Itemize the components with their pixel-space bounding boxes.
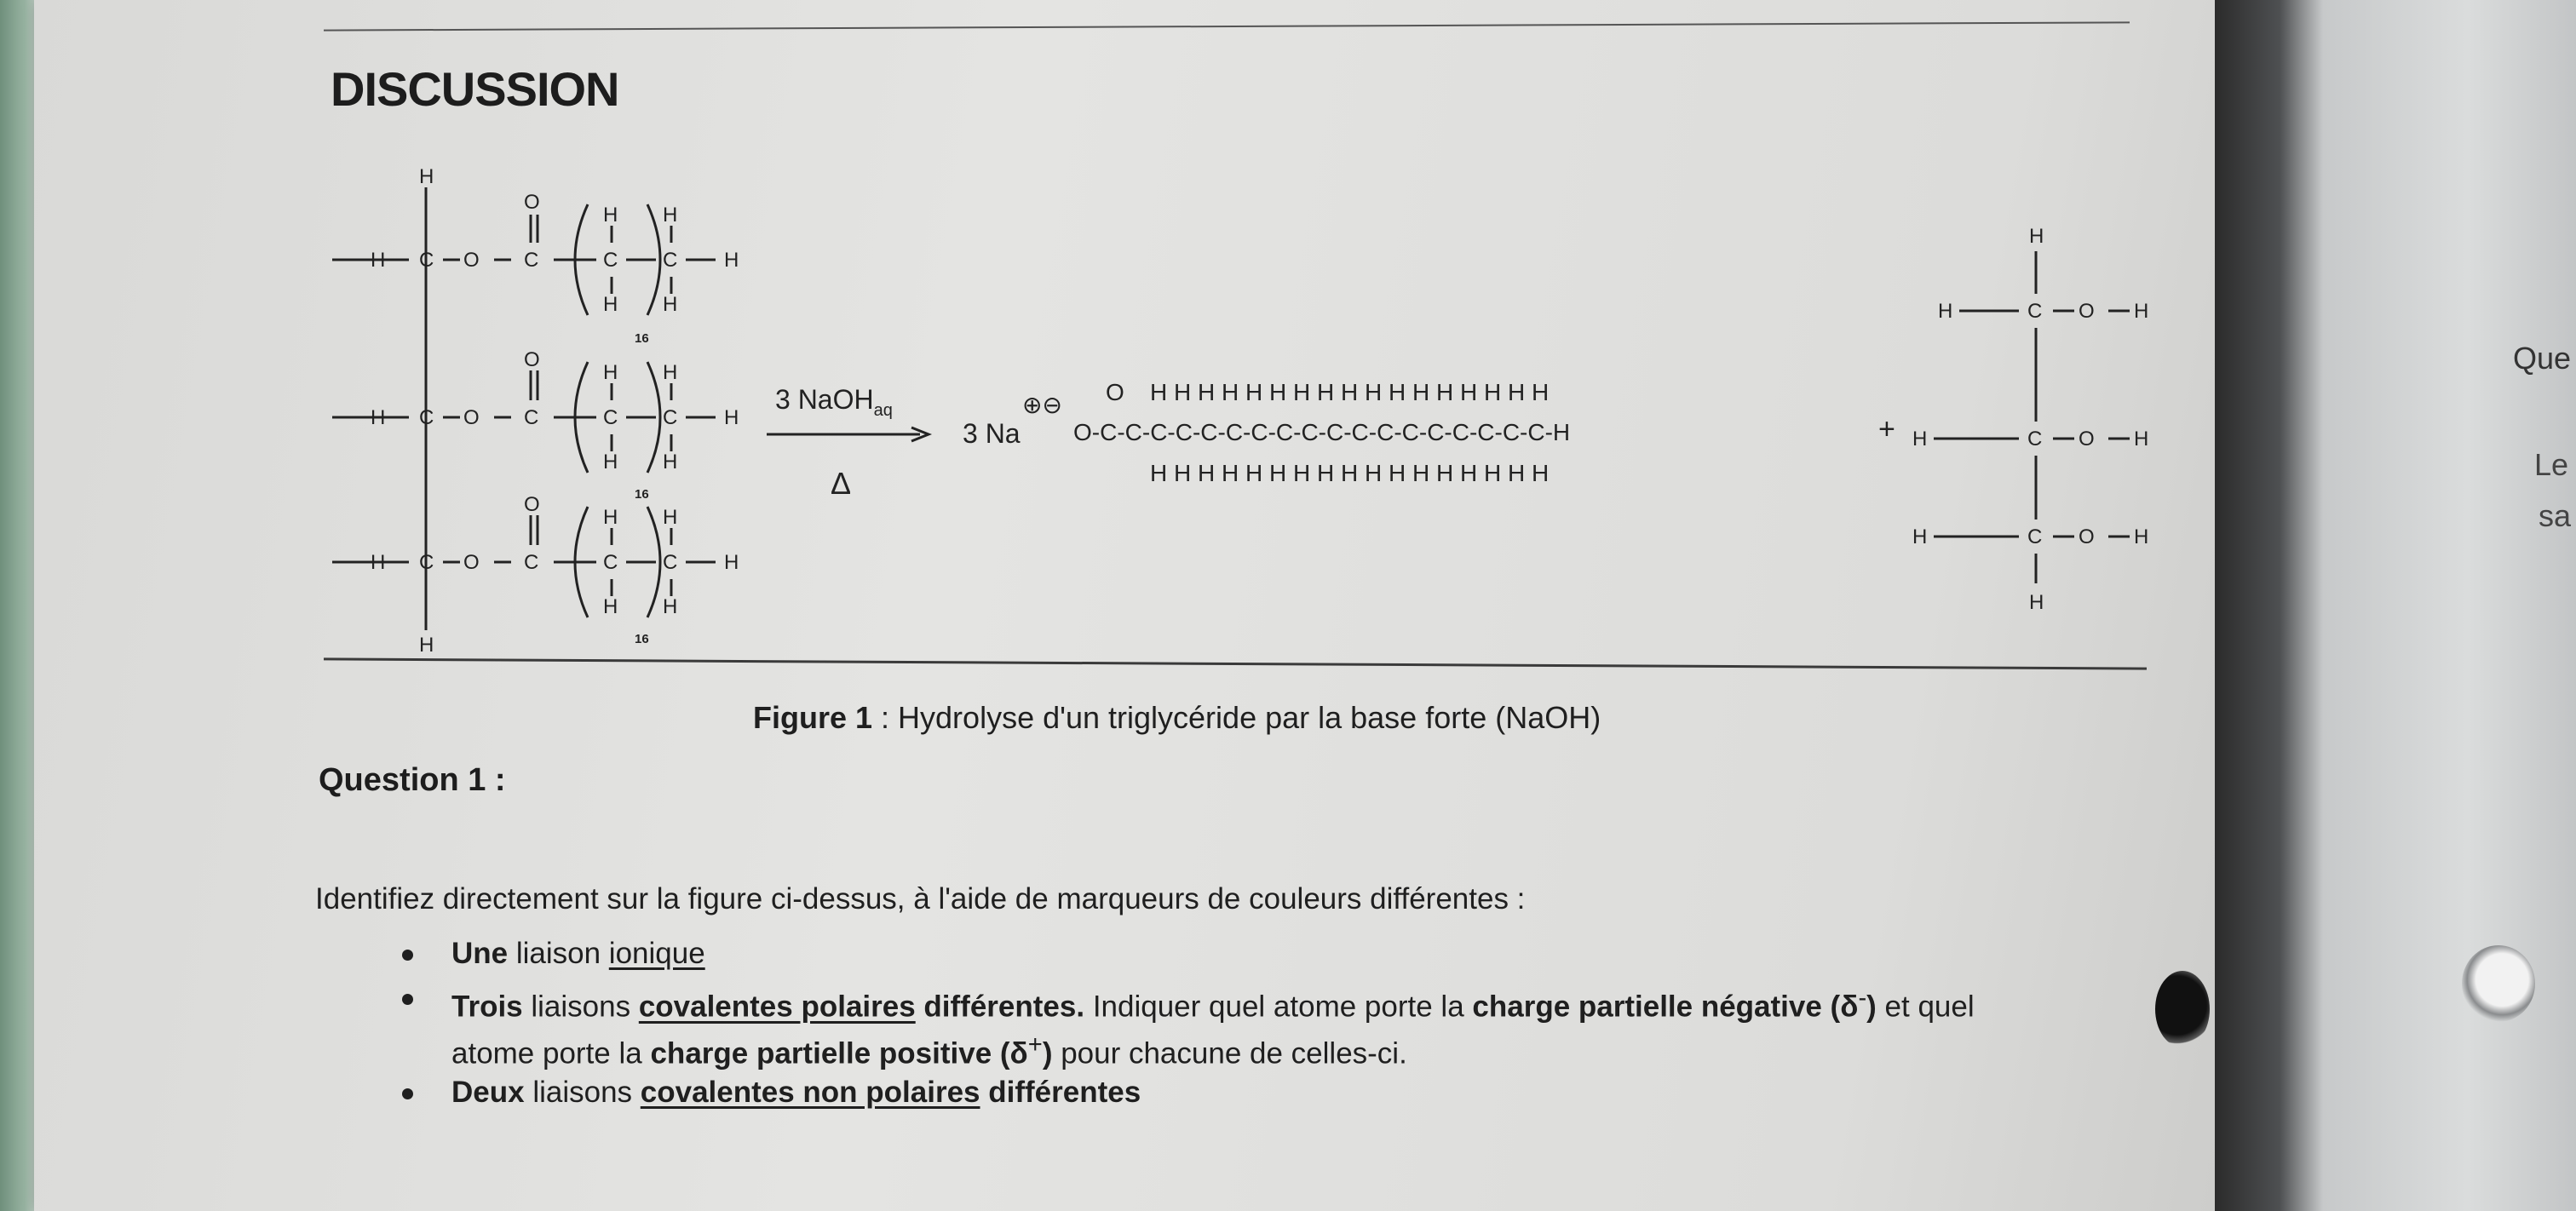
svg-text:H: H [371,406,386,429]
svg-text:C: C [2027,525,2043,548]
repeat-index: 16 [635,632,649,646]
svg-text:H: H [419,634,434,657]
figure-label: Figure 1 [753,700,873,735]
svg-text:H: H [2134,525,2149,548]
item-lead: Une [451,937,509,970]
item-text: différentes. [915,990,1085,1024]
svg-text:H: H [2029,225,2044,248]
item-keyword: charge partielle positive (δ [650,1036,1028,1070]
svg-text:O: O [524,348,540,371]
svg-text:H: H [371,551,386,574]
bullet-dot [402,994,413,1005]
svg-text:O-C-C-C-C-C-C-C-C-C-C-C-C-C-C-: O-C-C-C-C-C-C-C-C-C-C-C-C-C-C-C-C-C-C-H [1073,419,1571,445]
top-rule [324,21,2130,31]
svg-text:C: C [603,406,618,429]
svg-text:O: O [2079,525,2095,548]
item-text: ) [1866,990,1877,1024]
svg-text:H: H [724,249,739,272]
list-item [400,935,2104,973]
svg-text:H: H [419,165,434,188]
section-title: DISCUSSION [331,62,619,116]
svg-text:O: O [463,249,480,272]
svg-text:O: O [2079,428,2095,451]
svg-text:O: O [524,493,540,516]
item-keyword: covalentes polaires [638,990,916,1024]
svg-text:C: C [663,249,678,272]
superscript: + [1027,1030,1043,1059]
question-title: Question 1 : [319,762,506,798]
question-instruction: Identifiez directement sur la figure ci-dessus, à l'aide de marqueurs de couleurs différentes : [315,882,1526,915]
svg-text:C: C [524,406,539,429]
repeat-index: 16 [635,331,649,346]
svg-text:H: H [2134,300,2149,323]
svg-text:C: C [663,406,678,429]
svg-text:O: O [2079,300,2095,323]
task-list [400,935,2104,1113]
svg-text:C: C [663,551,678,574]
svg-text:H H H H H H H H H H: H H H H H H H H H H H H H H H H H [1150,379,1550,405]
item-keyword: charge partielle négative (δ [1472,990,1859,1024]
item-text: et quel [1876,990,1975,1024]
reaction-diagram [34,153,2249,766]
svg-text:H: H [663,361,678,384]
item-text: pour chacune de celles-ci. [1052,1036,1407,1070]
svg-text:H: H [663,451,678,473]
svg-text:C: C [419,406,434,429]
svg-text:H: H [1912,428,1928,451]
svg-text:C: C [2027,300,2043,323]
svg-text:H: H [603,451,618,473]
svg-text:H: H [371,249,386,272]
svg-text:C: C [524,249,539,272]
svg-text:C: C [603,249,618,272]
svg-text:H: H [603,506,618,529]
bullet-dot [402,950,413,961]
item-keyword: ionique [608,937,705,970]
svg-text:3 NaOHaq [775,384,893,420]
next-page [2215,0,2576,1211]
bullet-dot [402,1088,413,1099]
next-page-fragment: Le [2534,447,2569,482]
svg-text:H: H [724,551,739,574]
figure-caption-text: : Hydrolyse d'un triglycéride par la base forte (NaOH) [872,700,1601,735]
svg-text:C: C [2027,428,2043,451]
svg-text:H: H [1938,300,1953,323]
svg-text:H: H [663,293,678,316]
svg-text:H: H [663,204,678,227]
item-keyword: covalentes non polaires [640,1076,980,1110]
svg-text:C: C [419,249,434,272]
list-item [400,1074,2104,1111]
svg-text:H: H [603,361,618,384]
reagent: 3 NaOH [775,384,874,415]
figure-caption [753,700,1601,736]
next-page-fragment: sa [2539,498,2572,533]
binder-hole [2155,971,2210,1047]
carboxylate-chain [1022,379,1570,486]
superscript: - [1858,984,1867,1012]
svg-text:H: H [2029,591,2044,614]
svg-text:H: H [1912,525,1928,548]
svg-text:H H H H H H H H H H: H H H H H H H H H H H H H H H H H [1150,460,1550,486]
svg-text:H: H [663,506,678,529]
svg-text:O: O [463,551,480,574]
heat-condition: Δ [831,466,852,501]
item-text: différentes [980,1076,1141,1110]
next-page-fragment: Que [2513,341,2572,376]
item-text: atome porte la [451,1036,651,1070]
svg-text:H: H [663,595,678,618]
product-coefficient: 3 Na [963,418,1021,449]
reagent-subscript: aq [873,401,893,420]
item-text: Indiquer quel atome porte la [1084,990,1473,1024]
svg-text:O: O [524,191,540,214]
item-text: liaison [508,937,609,970]
plus-sign: + [1878,413,1895,445]
item-lead: Deux [451,1076,525,1110]
list-item [400,979,2104,1072]
svg-text:C: C [524,551,539,574]
svg-text:H: H [603,293,618,316]
svg-text:O: O [1106,379,1124,405]
svg-text:H: H [724,406,739,429]
svg-text:C: C [419,551,434,574]
item-text: liaisons [522,990,639,1024]
svg-text:C: C [603,551,618,574]
svg-text:H: H [603,595,618,618]
item-text: liaisons [524,1076,641,1110]
repeat-index: 16 [635,487,649,502]
worksheet-page [34,0,2317,1211]
svg-text:⊕⊖: ⊕⊖ [1022,392,1062,418]
svg-text:H: H [603,204,618,227]
binder-hole [2462,945,2535,1022]
item-lead: Trois [451,990,523,1024]
svg-text:O: O [463,406,480,429]
svg-text:H: H [2134,428,2149,451]
item-text: ) [1042,1036,1053,1070]
